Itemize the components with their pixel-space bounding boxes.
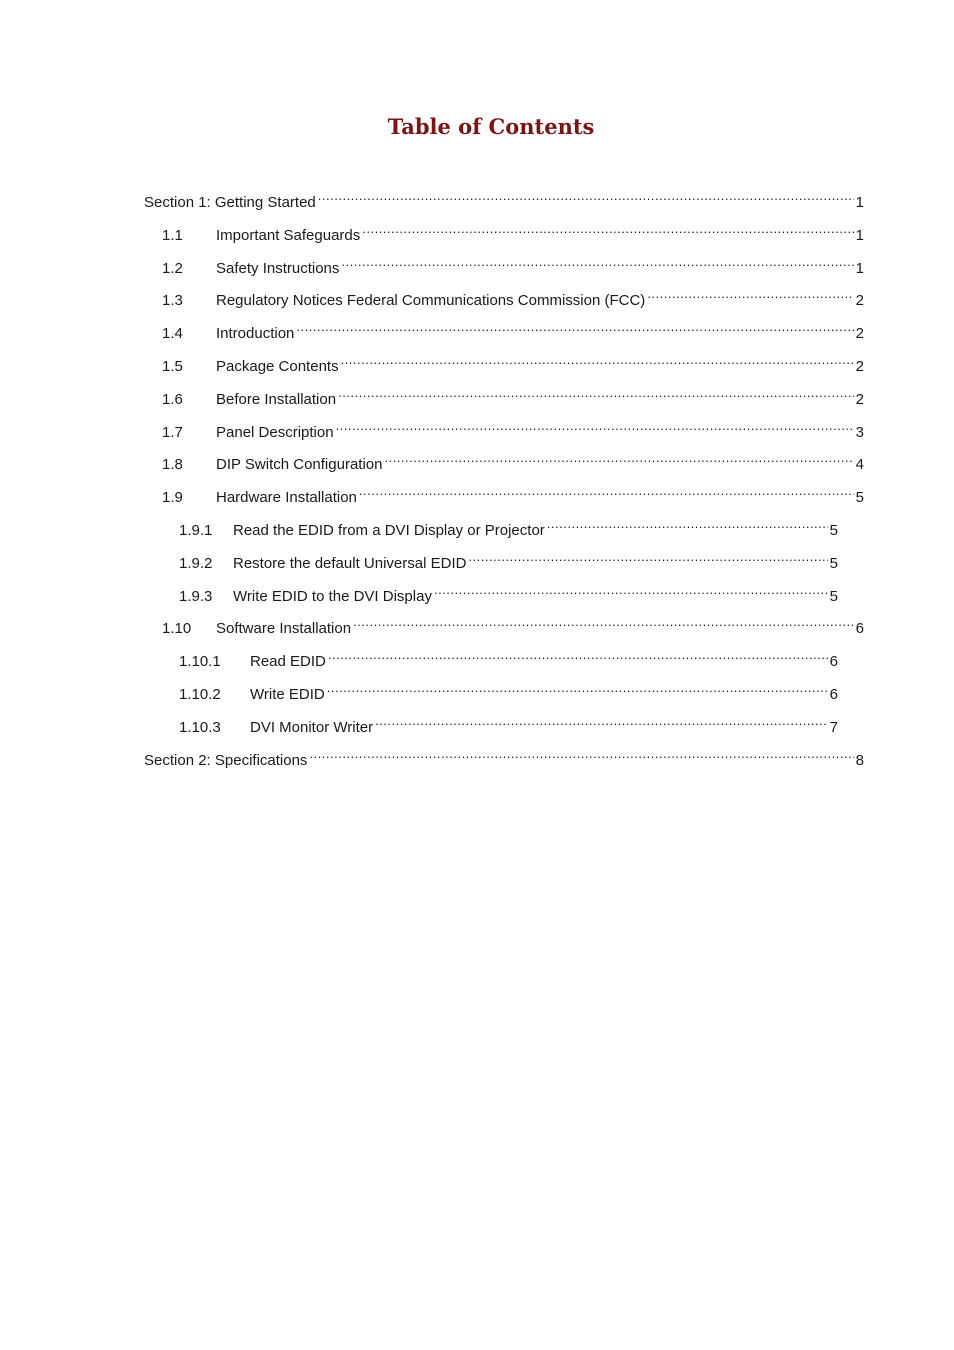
toc-entry-page: 3	[855, 424, 864, 441]
toc-entry[interactable]	[179, 513, 838, 539]
toc-entry[interactable]	[162, 316, 864, 342]
toc-entry-number: 1.2	[162, 260, 183, 277]
toc-leader-dots	[375, 710, 828, 732]
toc-entry-text: Important Safeguards	[216, 227, 361, 244]
toc-entry-text: Write EDID to the DVI Display	[233, 588, 432, 605]
toc-entry[interactable]	[162, 611, 864, 637]
toc-entry-text: Restore the default Universal EDID	[233, 555, 467, 572]
toc-entry-text: Section 2: Specifications	[144, 752, 308, 769]
toc-leader-dots	[338, 382, 854, 404]
toc-leader-dots	[341, 251, 853, 273]
toc-entry-text: Hardware Installation	[216, 489, 357, 506]
toc-entry-number: 1.9.3	[179, 588, 213, 605]
toc-entry-text: Software Installation	[216, 620, 352, 637]
toc-entry-text: Regulatory Notices Federal Communications Commission (FCC)	[216, 292, 646, 309]
toc-entry[interactable]	[179, 644, 838, 670]
toc-entry-text: Safety Instructions	[216, 260, 340, 277]
toc-leader-dots	[353, 611, 854, 633]
toc-leader-dots	[318, 185, 854, 207]
toc-entry-page: 5	[829, 588, 838, 605]
toc-leader-dots	[359, 480, 854, 502]
toc-entry-page: 5	[829, 555, 838, 572]
toc-leader-dots	[328, 644, 828, 666]
toc-entry[interactable]	[162, 415, 864, 441]
toc-leader-dots	[341, 349, 854, 371]
toc-entry-text: Before Installation	[216, 391, 337, 408]
toc-entry-page: 6	[829, 653, 838, 670]
toc-entry-number: 1.5	[162, 358, 183, 375]
toc-entry-page: 2	[855, 325, 864, 342]
toc-entry-number: 1.7	[162, 424, 183, 441]
toc-entry-text: Write EDID	[250, 686, 325, 703]
toc-entry-page: 6	[829, 686, 838, 703]
toc-entry-page: 6	[855, 620, 864, 637]
toc-entry-page: 5	[855, 489, 864, 506]
toc-entry-text: Package Contents	[216, 358, 339, 375]
toc-entry-text: Introduction	[216, 325, 295, 342]
toc-leader-dots	[468, 546, 827, 568]
toc-entry[interactable]	[162, 480, 864, 506]
toc-entry-number: 1.10	[162, 620, 192, 637]
toc-entry-text: DIP Switch Configuration	[216, 456, 383, 473]
toc-entry-number: 1.10.3	[179, 719, 221, 736]
toc-leader-dots	[362, 218, 853, 240]
toc-entry[interactable]	[162, 447, 864, 473]
toc-entry-number: 1.3	[162, 292, 183, 309]
toc-entry-text: DVI Monitor Writer	[250, 719, 374, 736]
toc-entry-page: 1	[855, 194, 864, 211]
toc-entry-number: 1.9.2	[179, 555, 213, 572]
toc-leader-dots	[547, 513, 828, 535]
toc-entry-text: Read EDID	[250, 653, 326, 670]
toc-entry[interactable]	[162, 349, 864, 375]
toc-entry-number: 1.1	[162, 227, 183, 244]
toc-entry-page: 7	[829, 719, 838, 736]
toc-entry-number: 1.10.2	[179, 686, 221, 703]
toc-leader-dots	[309, 743, 853, 765]
toc-entry-number: 1.9	[162, 489, 183, 506]
toc-entry[interactable]	[179, 579, 838, 605]
toc-entry-number: 1.9.1	[179, 522, 213, 539]
toc-entry-page: 4	[855, 456, 864, 473]
toc-leader-dots	[327, 677, 828, 699]
toc-entry[interactable]	[144, 743, 864, 769]
toc-entry[interactable]	[179, 677, 838, 703]
toc-entry[interactable]	[162, 382, 864, 408]
toc-leader-dots	[336, 415, 854, 437]
toc-entry-page: 5	[829, 522, 838, 539]
toc-entry-text: Panel Description	[216, 424, 334, 441]
toc-entry-page: 1	[855, 260, 864, 277]
toc-entry[interactable]	[179, 546, 838, 572]
toc-entry-page: 8	[855, 752, 864, 769]
toc-entry-page: 1	[855, 227, 864, 244]
toc-entry-page: 2	[855, 358, 864, 375]
toc-leader-dots	[647, 283, 853, 305]
toc-entry[interactable]	[144, 185, 864, 211]
toc-leader-dots	[384, 447, 853, 469]
toc-entry-page: 2	[855, 391, 864, 408]
toc-leader-dots	[296, 316, 853, 338]
toc-entry[interactable]	[162, 251, 864, 277]
toc-leader-dots	[434, 579, 828, 601]
toc-entry[interactable]	[162, 283, 864, 309]
toc-entry-page: 2	[855, 292, 864, 309]
toc-entry-number: 1.8	[162, 456, 183, 473]
toc-entry[interactable]	[179, 710, 838, 736]
toc-entry-text: Section 1: Getting Started	[144, 194, 316, 211]
page-title: Table of Contents	[387, 114, 595, 139]
toc-entry-number: 1.6	[162, 391, 183, 408]
toc-entry-number: 1.4	[162, 325, 183, 342]
toc-entry-text: Read the EDID from a DVI Display or Projector	[233, 522, 545, 539]
toc-entry-number: 1.10.1	[179, 653, 221, 670]
toc-entry[interactable]	[162, 218, 864, 244]
